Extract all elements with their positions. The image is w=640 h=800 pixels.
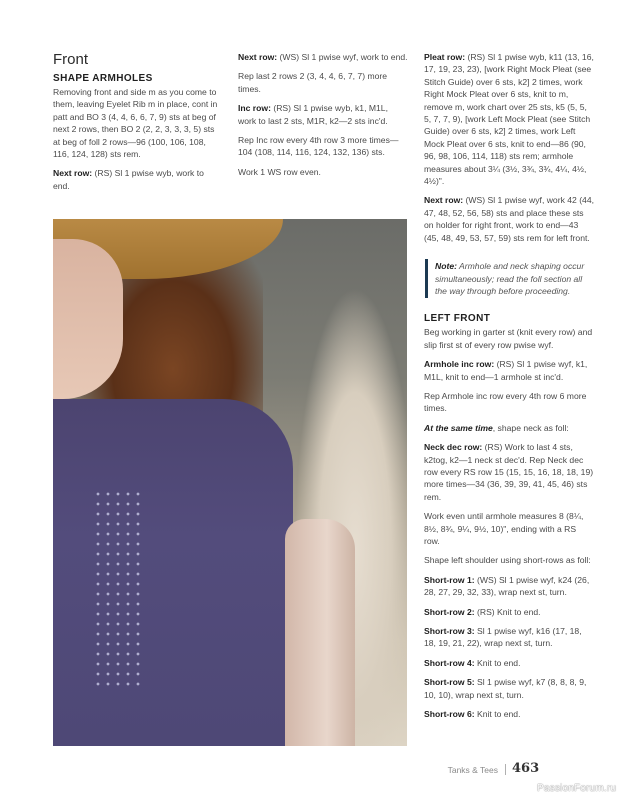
footer-section-name: Tanks & Tees (447, 765, 498, 775)
paragraph: Removing front and side m as you come to them, leaving Eyelet Rib m in place, cont in patt and BO 3 (4, 4, 6, 6, 7, 9) sts at beg of next 2 rows, then BO 2 (2, 2, 3, 3, 3, 5) sts at beg of foll 2 rows—96 (100, 106, 108, 116, 124, 128) sts rem. (53, 87, 218, 160)
paragraph-next-row: Next row: (WS) Sl 1 pwise wyf, work to end. (238, 52, 408, 62)
paragraph-pleat-row: Pleat row: (RS) Sl 1 pwise wyb, k11 (13, 16, 17, 19, 23, 23), [work Right Mock Pleat (see Stitch Guide) over 6 sts, k2] 2 times, work Right Mock Pleat over 6 sts, knit to m, remove m, work chart over 25 sts, k5 (5, 5, 5, 7, 7, 9), [work Left Mock Pleat (see Stitch Guide) over 6 sts, k2] 2 times, work Left Mock Pleat over 6 sts, knit to end—86 (90, 96, 98, 106, 114, 118) sts rem; armhole measures about 3¼ (3½, 3¾, 3¾, 4¼, 4½, 4½)". (424, 52, 594, 187)
section-heading-shape-armholes: SHAPE ARMHOLES (53, 73, 153, 84)
paragraph: Beg working in garter st (knit every row) and slip first st of every row pwise wyf. (424, 327, 593, 350)
paragraph: Rep last 2 rows 2 (3, 4, 4, 6, 7, 7) more times. (238, 71, 388, 94)
paragraph-inc-row: Inc row: (RS) Sl 1 pwise wyb, k1, M1L, work to last 2 sts, M1R, k2—2 sts inc'd. (238, 103, 388, 126)
photo-knit-top (53, 399, 293, 746)
paragraph-armhole-inc-row: Armhole inc row: (RS) Sl 1 pwise wyf, k1, M1L, knit to end—1 armhole st inc'd. (424, 359, 588, 382)
short-row-4: Short-row 4: Knit to end. (424, 657, 521, 668)
short-row-1: Short-row 1: (WS) Sl 1 pwise wyf, k24 (26, 28, 27, 29, 32, 33), wrap next st, turn. (424, 574, 590, 598)
paragraph: Work even until armhole measures 8 (8¼, 8½, 8¾, 9¼, 9½, 10)", ending with a RS row. (424, 511, 584, 546)
watermark: PassionForum.ru (537, 783, 617, 794)
column-1 (53, 51, 221, 199)
paragraph: Work 1 WS row even. (238, 166, 321, 177)
paragraph: Rep Inc row every 4th row 3 more times—104 (108, 114, 116, 124, 132, 136) sts. (238, 135, 399, 158)
paragraph: Shape left shoulder using short-rows as foll: (424, 555, 591, 566)
paragraph-next-row: Next row: (WS) Sl 1 pwise wyf, work 42 (44, 47, 48, 52, 56, 58) sts and place these sts on holder for right front, work to end—43 (45, 48, 49, 53, 57, 59) sts rem for left front. (424, 195, 595, 243)
page-number: 463 (512, 761, 540, 776)
paragraph-next-row: Next row: (RS) Sl 1 pwise wyb, work to end. (53, 168, 204, 191)
page-footer (0, 762, 640, 782)
paragraph-at-same-time: At the same time, shape neck as foll: (424, 422, 569, 433)
paragraph-neck-dec-row: Neck dec row: (RS) Work to last 4 sts, k2tog, k2—1 neck st dec'd. Rep Neck dec row every RS row 15 (15, 15, 16, 18, 18, 19) more times—34 (36, 39, 39, 41, 45, 46) sts rem. (424, 442, 594, 502)
column-3 (424, 51, 594, 727)
note-callout: Note: Armhole and neck shaping occur simultaneously; read the foll section all the way through before proceeding. (425, 259, 594, 298)
page-title: Front (53, 51, 89, 68)
paragraph: Rep Armhole inc row every 4th row 6 more times. (424, 390, 587, 414)
short-row-2: Short-row 2: (RS) Knit to end. (424, 606, 541, 617)
photo-eyelet-panel (93, 489, 143, 689)
model-photo (53, 219, 407, 746)
short-row-6: Short-row 6: Knit to end. (424, 709, 521, 720)
short-row-5: Short-row 5: Sl 1 pwise wyf, k7 (8, 8, 8, 9, 10, 10), wrap next st, turn. (424, 677, 587, 700)
photo-arm (285, 519, 355, 746)
section-heading-left-front: LEFT FRONT (424, 313, 491, 325)
footer-divider (505, 764, 506, 775)
column-2 (238, 51, 408, 185)
short-row-3: Short-row 3: Sl 1 pwise wyf, k16 (17, 18, 18, 19, 21, 22), wrap next st, turn. (424, 626, 582, 649)
